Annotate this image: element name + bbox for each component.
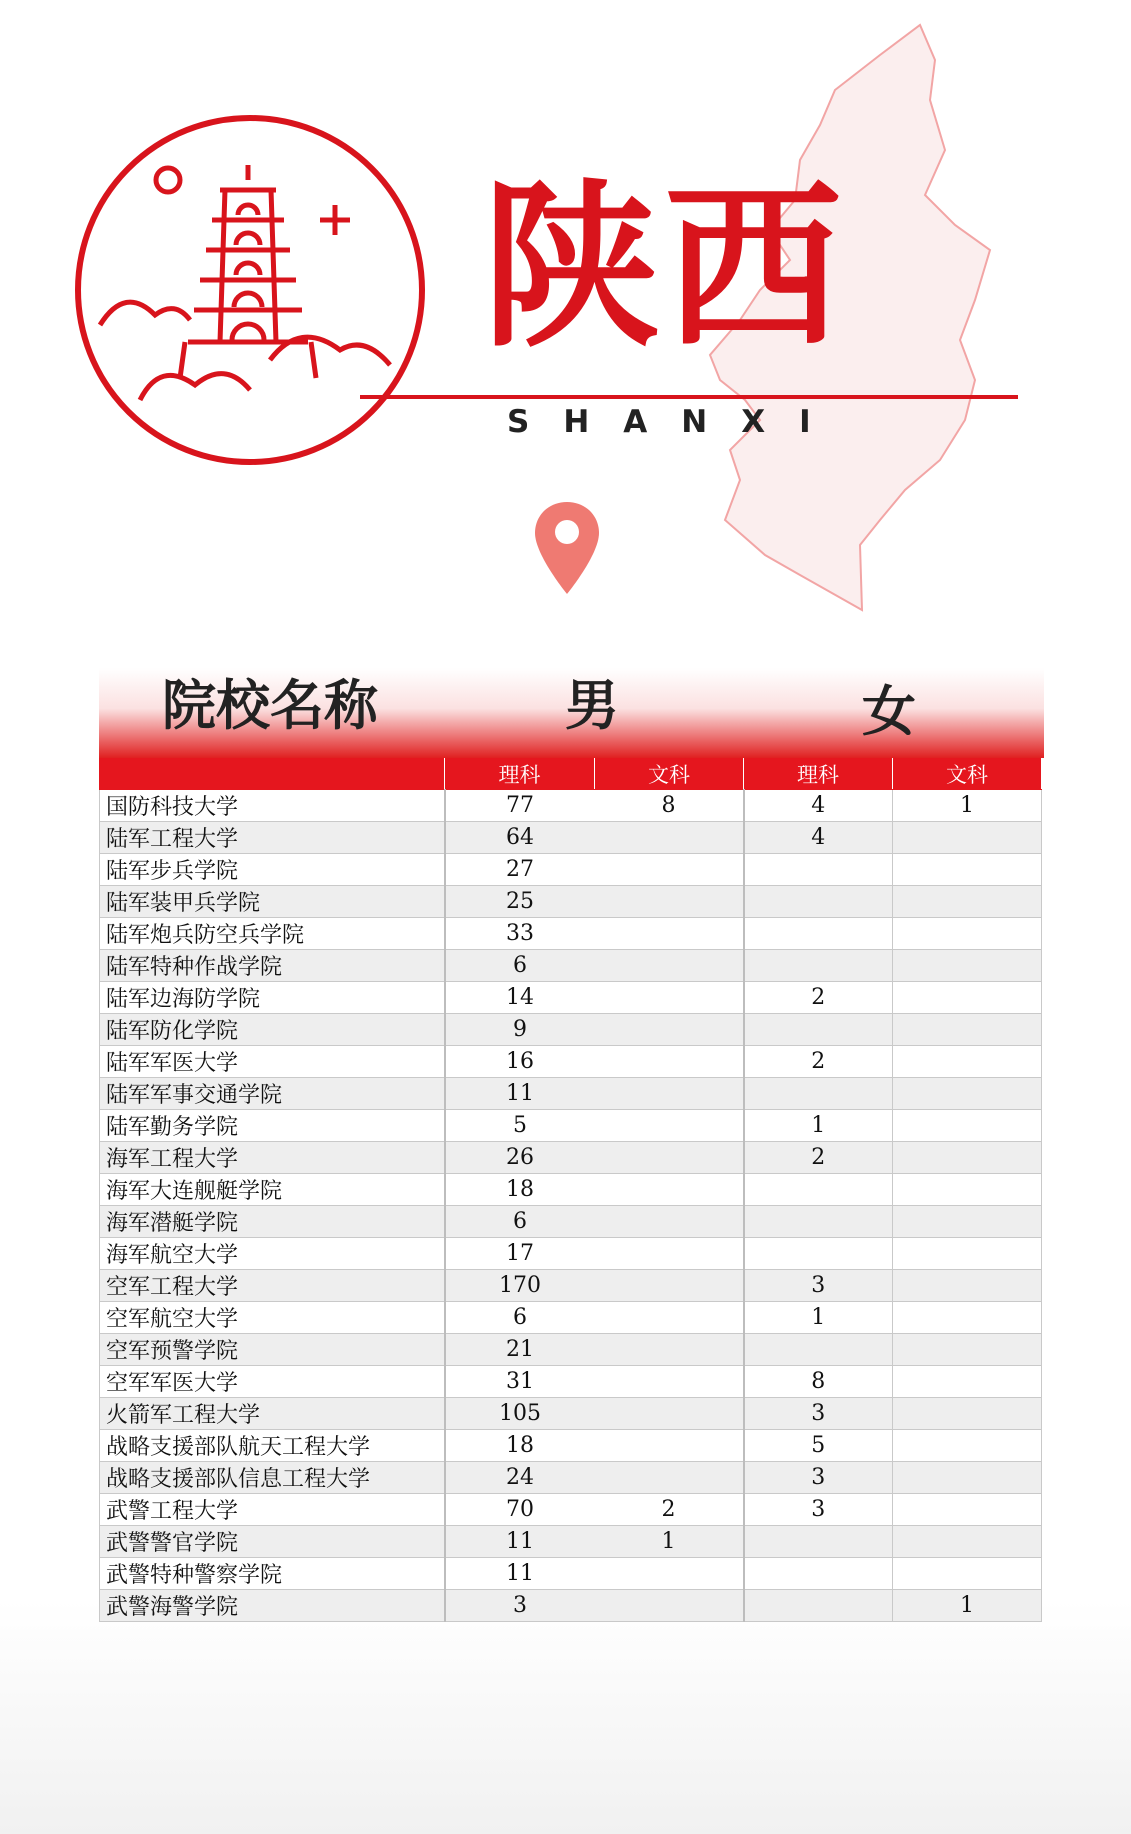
female-arts-cell bbox=[893, 1366, 1042, 1398]
female-arts-cell bbox=[893, 1078, 1042, 1110]
female-arts-cell bbox=[893, 1142, 1042, 1174]
male-science-cell: 18 bbox=[445, 1430, 595, 1462]
female-arts-cell bbox=[893, 1174, 1042, 1206]
male-arts-cell: 8 bbox=[595, 790, 744, 822]
female-science-cell: 4 bbox=[744, 790, 893, 822]
female-arts-cell bbox=[893, 1046, 1042, 1078]
male-science-cell: 27 bbox=[445, 854, 595, 886]
female-arts-cell: 1 bbox=[893, 790, 1042, 822]
male-arts-cell bbox=[595, 1398, 744, 1430]
male-arts-cell: 1 bbox=[595, 1526, 744, 1558]
male-science-cell: 21 bbox=[445, 1334, 595, 1366]
female-arts-cell bbox=[893, 1494, 1042, 1526]
male-science-cell: 6 bbox=[445, 1302, 595, 1334]
female-science-cell bbox=[744, 1078, 893, 1110]
school-name-cell: 陆军边海防学院 bbox=[100, 982, 445, 1014]
male-science-cell: 16 bbox=[445, 1046, 595, 1078]
school-name-cell: 战略支援部队航天工程大学 bbox=[100, 1430, 445, 1462]
male-science-cell: 6 bbox=[445, 1206, 595, 1238]
school-name-cell: 武警特种警察学院 bbox=[100, 1558, 445, 1590]
pagoda-emblem-icon bbox=[70, 110, 430, 470]
female-science-cell bbox=[744, 886, 893, 918]
female-arts-cell bbox=[893, 918, 1042, 950]
female-science-cell bbox=[744, 1558, 893, 1590]
male-arts-cell bbox=[595, 886, 744, 918]
male-arts-cell bbox=[595, 1014, 744, 1046]
male-science-cell: 24 bbox=[445, 1462, 595, 1494]
female-arts-cell bbox=[893, 1526, 1042, 1558]
male-arts-cell bbox=[595, 950, 744, 982]
male-arts-cell bbox=[595, 1110, 744, 1142]
school-name-cell: 火箭军工程大学 bbox=[100, 1398, 445, 1430]
map-pin-icon bbox=[533, 500, 601, 596]
male-arts-cell bbox=[595, 1558, 744, 1590]
subheader-blank bbox=[100, 759, 445, 790]
female-science-cell: 5 bbox=[744, 1430, 893, 1462]
table-row bbox=[100, 1430, 1042, 1462]
school-name-cell: 空军军医大学 bbox=[100, 1366, 445, 1398]
male-arts-cell bbox=[595, 1078, 744, 1110]
table-row bbox=[100, 790, 1042, 822]
school-name-cell: 武警警官学院 bbox=[100, 1526, 445, 1558]
table-row bbox=[100, 1238, 1042, 1270]
column-header-female: 女 bbox=[862, 680, 916, 743]
female-science-cell bbox=[744, 1334, 893, 1366]
female-science-cell: 1 bbox=[744, 1110, 893, 1142]
male-science-cell: 3 bbox=[445, 1590, 595, 1622]
male-arts-cell bbox=[595, 1046, 744, 1078]
female-science-cell bbox=[744, 950, 893, 982]
male-arts-cell bbox=[595, 822, 744, 854]
female-arts-cell bbox=[893, 1206, 1042, 1238]
table-row bbox=[100, 1302, 1042, 1334]
table-row bbox=[100, 1366, 1042, 1398]
male-science-cell: 9 bbox=[445, 1014, 595, 1046]
table-row bbox=[100, 1462, 1042, 1494]
school-name-cell: 空军航空大学 bbox=[100, 1302, 445, 1334]
female-science-cell: 8 bbox=[744, 1366, 893, 1398]
female-science-cell bbox=[744, 1590, 893, 1622]
male-science-cell: 17 bbox=[445, 1238, 595, 1270]
school-name-cell: 海军航空大学 bbox=[100, 1238, 445, 1270]
title-divider bbox=[360, 395, 1018, 399]
male-arts-cell bbox=[595, 1430, 744, 1462]
male-arts-cell bbox=[595, 1238, 744, 1270]
school-name-cell: 陆军军医大学 bbox=[100, 1046, 445, 1078]
subheader-male-science: 理科 bbox=[445, 759, 595, 790]
table-row bbox=[100, 1078, 1042, 1110]
table-row bbox=[100, 1174, 1042, 1206]
male-science-cell: 70 bbox=[445, 1494, 595, 1526]
male-science-cell: 33 bbox=[445, 918, 595, 950]
female-science-cell bbox=[744, 918, 893, 950]
female-arts-cell bbox=[893, 854, 1042, 886]
male-science-cell: 11 bbox=[445, 1558, 595, 1590]
female-arts-cell bbox=[893, 950, 1042, 982]
female-science-cell bbox=[744, 1526, 893, 1558]
subheader-row bbox=[100, 759, 1042, 790]
female-arts-cell bbox=[893, 1430, 1042, 1462]
female-arts-cell bbox=[893, 1558, 1042, 1590]
table-row bbox=[100, 1590, 1042, 1622]
female-science-cell bbox=[744, 1014, 893, 1046]
male-science-cell: 170 bbox=[445, 1270, 595, 1302]
male-science-cell: 64 bbox=[445, 822, 595, 854]
female-science-cell bbox=[744, 1238, 893, 1270]
column-header-male: 男 bbox=[565, 674, 619, 737]
male-arts-cell bbox=[595, 918, 744, 950]
table-row bbox=[100, 1110, 1042, 1142]
female-science-cell: 2 bbox=[744, 1142, 893, 1174]
school-name-cell: 陆军军事交通学院 bbox=[100, 1078, 445, 1110]
school-name-cell: 空军工程大学 bbox=[100, 1270, 445, 1302]
school-name-cell: 海军潜艇学院 bbox=[100, 1206, 445, 1238]
female-arts-cell: 1 bbox=[893, 1590, 1042, 1622]
female-science-cell: 1 bbox=[744, 1302, 893, 1334]
male-science-cell: 77 bbox=[445, 790, 595, 822]
school-name-cell: 陆军工程大学 bbox=[100, 822, 445, 854]
table-row bbox=[100, 854, 1042, 886]
subheader-female-arts: 文科 bbox=[893, 759, 1042, 790]
table-row bbox=[100, 1046, 1042, 1078]
table-row bbox=[100, 1494, 1042, 1526]
school-name-cell: 战略支援部队信息工程大学 bbox=[100, 1462, 445, 1494]
male-science-cell: 25 bbox=[445, 886, 595, 918]
subheader-male-arts: 文科 bbox=[595, 759, 744, 790]
female-arts-cell bbox=[893, 982, 1042, 1014]
female-science-cell bbox=[744, 1174, 893, 1206]
male-science-cell: 14 bbox=[445, 982, 595, 1014]
male-arts-cell bbox=[595, 1206, 744, 1238]
column-header-school: 院校名称 bbox=[162, 674, 378, 737]
male-arts-cell bbox=[595, 1462, 744, 1494]
table-row bbox=[100, 822, 1042, 854]
male-arts-cell bbox=[595, 982, 744, 1014]
female-arts-cell bbox=[893, 1014, 1042, 1046]
female-arts-cell bbox=[893, 1334, 1042, 1366]
table-row bbox=[100, 918, 1042, 950]
male-arts-cell bbox=[595, 1590, 744, 1622]
female-science-cell bbox=[744, 1206, 893, 1238]
male-arts-cell: 2 bbox=[595, 1494, 744, 1526]
female-science-cell: 3 bbox=[744, 1494, 893, 1526]
table-row bbox=[100, 1206, 1042, 1238]
table-row bbox=[100, 1526, 1042, 1558]
school-name-cell: 陆军步兵学院 bbox=[100, 854, 445, 886]
male-arts-cell bbox=[595, 1270, 744, 1302]
table-row bbox=[100, 1334, 1042, 1366]
school-name-cell: 陆军装甲兵学院 bbox=[100, 886, 445, 918]
male-science-cell: 11 bbox=[445, 1078, 595, 1110]
female-arts-cell bbox=[893, 1398, 1042, 1430]
school-name-cell: 陆军防化学院 bbox=[100, 1014, 445, 1046]
male-arts-cell bbox=[595, 1174, 744, 1206]
table-row bbox=[100, 1558, 1042, 1590]
female-arts-cell bbox=[893, 1462, 1042, 1494]
male-science-cell: 105 bbox=[445, 1398, 595, 1430]
female-science-cell bbox=[744, 854, 893, 886]
school-name-cell: 陆军炮兵防空兵学院 bbox=[100, 918, 445, 950]
male-science-cell: 5 bbox=[445, 1110, 595, 1142]
female-science-cell: 3 bbox=[744, 1398, 893, 1430]
table-row bbox=[100, 982, 1042, 1014]
table-row bbox=[100, 1398, 1042, 1430]
school-name-cell: 海军工程大学 bbox=[100, 1142, 445, 1174]
female-science-cell: 3 bbox=[744, 1270, 893, 1302]
male-science-cell: 26 bbox=[445, 1142, 595, 1174]
table-row bbox=[100, 950, 1042, 982]
school-name-cell: 陆军勤务学院 bbox=[100, 1110, 445, 1142]
school-name-cell: 武警工程大学 bbox=[100, 1494, 445, 1526]
male-arts-cell bbox=[595, 1334, 744, 1366]
female-arts-cell bbox=[893, 1302, 1042, 1334]
male-science-cell: 18 bbox=[445, 1174, 595, 1206]
male-arts-cell bbox=[595, 854, 744, 886]
school-name-cell: 陆军特种作战学院 bbox=[100, 950, 445, 982]
admissions-table bbox=[99, 758, 1042, 1622]
female-science-cell: 2 bbox=[744, 1046, 893, 1078]
female-arts-cell bbox=[893, 886, 1042, 918]
male-arts-cell bbox=[595, 1302, 744, 1334]
table-row bbox=[100, 886, 1042, 918]
male-arts-cell bbox=[595, 1366, 744, 1398]
female-arts-cell bbox=[893, 1270, 1042, 1302]
school-name-cell: 海军大连舰艇学院 bbox=[100, 1174, 445, 1206]
female-science-cell: 2 bbox=[744, 982, 893, 1014]
male-arts-cell bbox=[595, 1142, 744, 1174]
school-name-cell: 空军预警学院 bbox=[100, 1334, 445, 1366]
page-title: 陕西 bbox=[482, 164, 846, 371]
female-arts-cell bbox=[893, 1110, 1042, 1142]
female-science-cell: 3 bbox=[744, 1462, 893, 1494]
page-subtitle: SHANXI bbox=[507, 404, 845, 440]
male-science-cell: 31 bbox=[445, 1366, 595, 1398]
male-science-cell: 6 bbox=[445, 950, 595, 982]
school-name-cell: 武警海警学院 bbox=[100, 1590, 445, 1622]
table-row bbox=[100, 1270, 1042, 1302]
school-name-cell: 国防科技大学 bbox=[100, 790, 445, 822]
subheader-female-science: 理科 bbox=[744, 759, 893, 790]
page-bottom-fade bbox=[0, 1600, 1131, 1834]
female-arts-cell bbox=[893, 1238, 1042, 1270]
female-science-cell: 4 bbox=[744, 822, 893, 854]
table-row bbox=[100, 1014, 1042, 1046]
table-row bbox=[100, 1142, 1042, 1174]
male-science-cell: 11 bbox=[445, 1526, 595, 1558]
female-arts-cell bbox=[893, 822, 1042, 854]
